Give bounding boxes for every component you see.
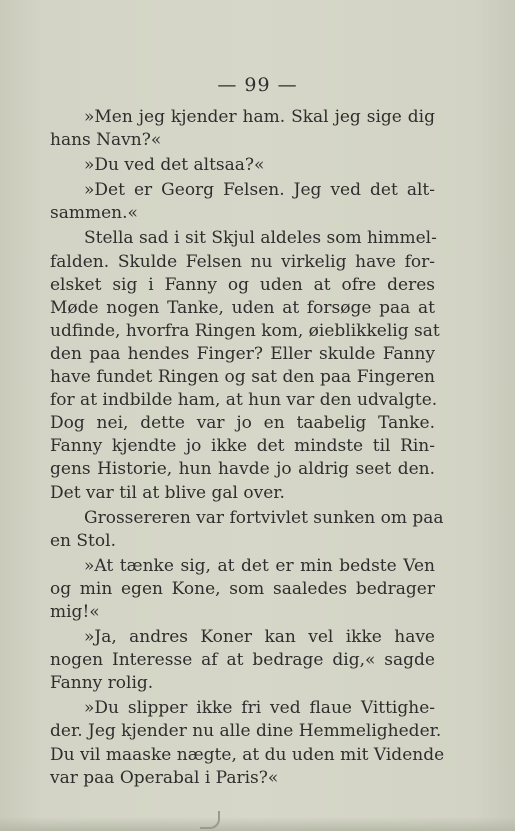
text-line: »Du ved det altsaa?« [84,155,265,176]
text-line: gens Historie, hun havde jo aldrig seet den. [50,459,435,480]
text-line: udfinde, hvorfra Ringen kom, øieblikkelig sat [50,320,440,341]
text-line: falden. Skulde Felsen nu virkelig have for- [50,251,435,272]
text-line: den paa hendes Finger? Eller skulde Fanny [50,343,435,364]
paragraph [50,555,435,624]
text-line: der. Jeg kjender nu alle dine Hemmeligheder. [50,721,442,742]
text-line: mig!« [50,601,100,622]
text-line: Det var til at blive gal over. [50,482,285,503]
page-bottom-edge [0,817,515,831]
text-line: »Det er Georg Felsen. Jeg ved det alt- [84,180,435,201]
text-line: hans Navn?« [50,130,162,151]
text-line: for at indbilde ham, at hun var den udvalgte. [50,390,438,411]
body-text [50,106,445,792]
text-line: have fundet Ringen og sat den paa Fingeren [50,367,435,388]
text-line: elsket sig i Fanny og uden at ofre deres [50,274,435,295]
text-line: Stella sad i sit Skjul aldeles som himmel- [84,228,437,249]
paragraph [50,626,435,695]
text-line: Du vil maaske nægte, at du uden mit Vidende [50,744,445,765]
text-line: Fanny kjendte jo ikke det mindste til Rin- [50,436,435,457]
paragraph [50,154,435,177]
text-line: var paa Operabal i Paris?« [50,767,279,788]
paragraph [50,697,445,789]
paragraph [50,507,444,553]
text-line: en Stol. [50,530,116,551]
text-line: »Du slipper ikke fri ved flaue Vittighe- [84,698,435,719]
text-line: »Ja, andres Koner kan vel ikke have [84,627,435,648]
text-line: Grossereren var fortvivlet sunken om paa [84,507,444,528]
text-line: nogen Interesse af at bedrage dig,« sagde [50,650,435,671]
text-line: og min egen Kone, som saaledes bedrager [50,578,435,599]
text-line: sammen.« [50,203,138,224]
text-line: Møde nogen Tanke, uden at forsøge paa at [50,297,435,318]
paragraph [50,106,435,152]
page-number: — 99 — [217,74,298,96]
paragraph [50,227,440,504]
text-line: Dog nei, dette var jo en taabelig Tanke. [50,413,435,434]
paragraph [50,179,435,225]
text-line: »Men jeg kjender ham. Skal jeg sige dig [84,107,435,127]
text-line: »At tænke sig, at det er min bedste Ven [84,555,435,576]
text-line: Fanny rolig. [50,673,154,694]
